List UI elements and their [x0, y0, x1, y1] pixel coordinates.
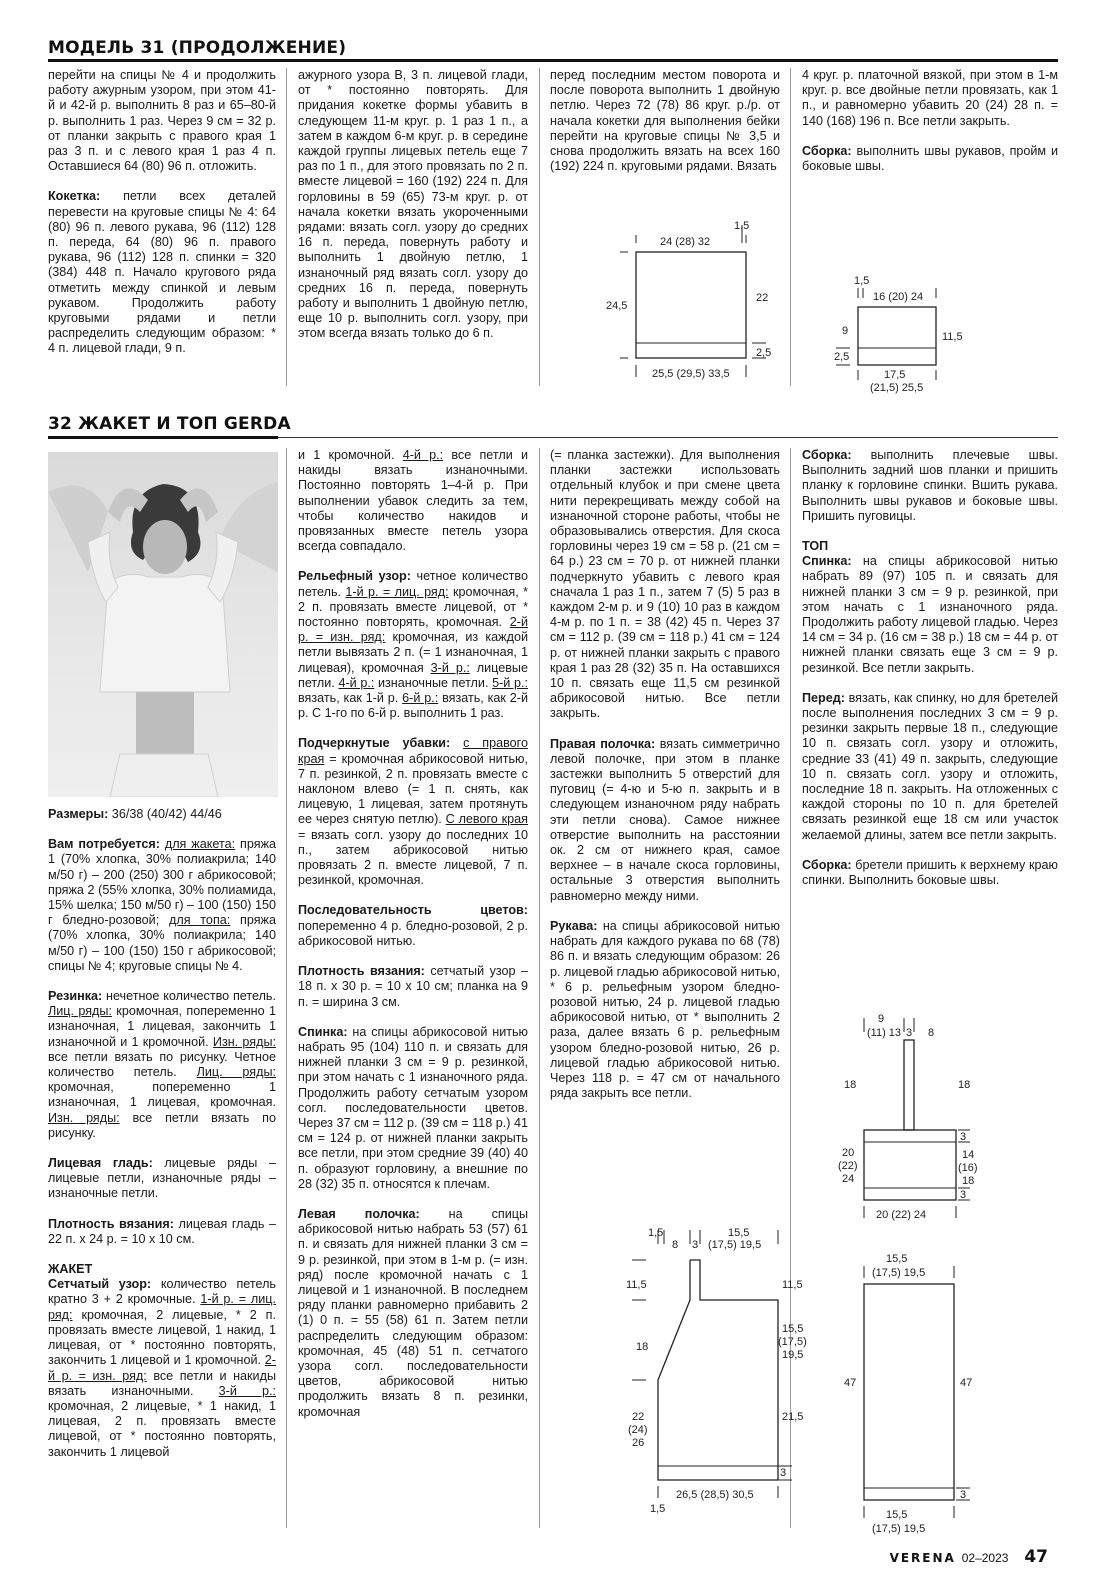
dim-label: 1,5 [734, 220, 750, 232]
model-photo [48, 452, 278, 797]
dim-label: 8 [672, 1239, 679, 1251]
section-title: 32 ЖАКЕТ И ТОП GERDA [48, 414, 291, 434]
dim-label: 47 [960, 1377, 973, 1389]
paragraph: Перед: вязать, как спинку, но для бретелей после выполнения последних 3 см = 9 р. резинки закрыть первые 18 п., следующие 10 п. связать согл. узору и отложить, средние 33 (41) 49 п. закрыть, следующие 10 п. связать согл. узору и отложить, последние 18 п. закрыть. На отложенных с каждой стороны по 10 п. для бретелей связать резинкой еще 18 см или участок желаемой длины, затем все петли закрыть. [802, 690, 1058, 842]
paragraph: Правая полочка: вязать симметрично левой полочке, при этом в планке застежки выполнить 5 отверстий для пуговиц (= 4-ю и 5-ю п. закрыть и в следующем изнаночном ряду набрать эти петли снова). Самое нижнее отверстие выполнить на расстоянии ок. 2 см от нижнего края, самое верхнее – в начале скоса горловины, остальные 3 отверстия выполнить равномерно между ними. [550, 736, 780, 903]
dim-label: 11,5 [782, 1279, 803, 1291]
dim-label: 3 [960, 1131, 967, 1143]
dim-label: 24 [842, 1173, 855, 1185]
page-number: 47 [1024, 1547, 1048, 1567]
dim-label: 26 [632, 1437, 645, 1449]
dim-label: 9 [842, 325, 849, 337]
dim-label: 1,5 [648, 1227, 664, 1239]
dim-label: 18 [958, 1079, 971, 1091]
paragraph: Сборка: выполнить швы рукавов, пройм и боковые швы. [802, 143, 1058, 174]
paragraph: Рукава: на спицы абрикосовой нитью набрать для каждого рукава по 68 (78) 86 п. и вязать следующим образом: 26 р. лицевой гладью абрикосовой нитью, * 6 р. рельефным узором бледно-розовой нитью, 24 р. лицевой гладью абрикосовой нитью, от * выполнить 2 раза, далее вязать 6 р. рельефным узором бледно-розовой нитью, 26 р. лицевой гладью абрикосовой нитью. Через 118 р. = 47 см от начального ряда закрыть все петли. [550, 918, 780, 1101]
dim-label: 2,5 [834, 351, 850, 363]
dim-label: (24) [628, 1424, 648, 1436]
pattern-diagram [820, 1250, 1020, 1540]
dim-label: 47 [844, 1377, 857, 1389]
dim-label: 1,5 [650, 1503, 666, 1515]
page-footer [890, 1547, 1048, 1567]
paragraph: 4 круг. р. платочной вязкой, при этом в 1-м круг. р. все двойные петли провязать, как 1 п., и равномерно убавить 20 (24) 28 п. = 140 (168) 196 п. Все петли закрыть. [802, 68, 1058, 128]
paragraph: перейти на спицы № 4 и продолжить работу ажурным узором, при этом 41-й и 42-й р. выполнить 8 раз и 65–80-й р. выполнить 1 раз. Через 9 см = 32 р. от планки закрыть с правого края 1 раз 3 п. и с левого края 1 раз 4 п. Оставшиеся 64 (80) 96 п. отложить. [48, 68, 276, 174]
section-title: МОДЕЛЬ 31 (ПРОДОЛЖЕНИЕ) [48, 38, 347, 58]
model-photo-illustration [48, 452, 278, 797]
dim-label: (17,5) 19,5 [872, 1523, 926, 1535]
paragraph: Левая полочка: на спицы абрикосовой нитью набрать 53 (57) 61 п. и связать для нижней планки 3 см = 9 р. резинкой, при этом в 1-м р. (= изн. ряд) после кромочной начать с 1 лицевой и 1 изнаночной. В последнем ряду планки равномерно прибавить 2 (1) 0 п. = 55 (58) 61 п. Затем петли распределить следующим образом: кромочная, 45 (48) 51 п. сетчатого узора согл. последовательности цветов, абрикосовой нитью продолжить вязать 8 п. резинки, кромочная [298, 1206, 528, 1419]
magazine-name: VERENA [889, 1551, 956, 1565]
paragraph: Резинка: нечетное количество петель. Лиц. ряды: кромочная, попеременно 1 изнаночная, 1 лицевая, закончить 1 изнаночной и 1 кромочной. Изн. ряды: все петли вязать по рисунку. Четное количество петель. Лиц. ряды: кромочная, попеременно 1 изнаночная, 1 лицевая, кромочная. Изн. ряды: все петли вязать по рисунку. [48, 989, 276, 1140]
dim-label: 11,5 [626, 1279, 647, 1291]
dim-label: (17,5) 19,5 [708, 1239, 762, 1251]
dim-label: 26,5 (28,5) 30,5 [676, 1489, 754, 1501]
pattern-piece [864, 1130, 956, 1200]
paragraph: Плотность вязания: лицевая гладь – 22 п. х 24 р. = 10 х 10 см. [48, 1216, 276, 1246]
paragraph: Последовательность цветов: попеременно 4 р. бледно-розовой, 2 р. абрикосовой нитью. [298, 903, 528, 948]
dim-label: (11) 13 [867, 1027, 902, 1039]
title-rule [48, 59, 1058, 62]
dim-label: 16 (20) 24 [873, 291, 924, 303]
text-column [802, 68, 1058, 208]
dim-label: (21,5) 25,5 [870, 382, 924, 394]
title-rule [48, 436, 278, 439]
text-column [298, 448, 528, 1528]
dim-label: 20 (22) 24 [876, 1209, 927, 1221]
dim-label: (22) [838, 1160, 858, 1172]
dim-label: 24 (28) 32 [660, 236, 711, 248]
column-divider [790, 68, 791, 386]
dim-label: 25,5 (29,5) 33,5 [652, 368, 730, 380]
dim-label: 18 [636, 1341, 649, 1353]
dim-label: 14 [962, 1149, 975, 1161]
paragraph: ЖАКЕТ Сетчатый узор: количество петель кратно 3 + 2 кромочные. 1-й р. = лиц. ряд: кромочная, 2 лицевые, * 2 п. провязать вместе лицевой, 1 накид, 1 лицевая, от * постоянно повторять, закончить 1 лицевой и 1 кромочной. 2-й р. = изн. ряд: все петли и накиды вязать изнаночными. 3-й р.: кромочная, 2 лицевые, * 1 накид, 1 лицевая, 2 п. провязать вместе лицевой, от * постоянно повторять, закончить 1 лицевой [48, 1262, 276, 1459]
dim-label: (16) [958, 1162, 978, 1174]
dim-label: 22 [632, 1411, 645, 1423]
paragraph: Кокетка: петли всех деталей перевести на круговые спицы № 4: 64 (80) 96 п. левого рукава, 96 (112) 128 п. переда, 64 (80) 96 п. правого рукава, 96 (112) 128 п. спинки = 320 (384) 448 п. Начало кругового ряда отметить между спинкой и левым рукавом. Продолжить работу круговыми рядами и петли распределить следующим образом: * 4 п. лицевой глади, 9 п. [48, 189, 276, 356]
issue-number: 02–2023 [961, 1551, 1009, 1565]
paragraph: (= планка застежки). Для выполнения планки застежки использовать отдельный клубок и при смене цвета нити перекрещивать между собой на изнаночной стороне работы, чтобы не образовывались отверстия. Для скоса горловины через 19 см = 58 р. (21 см = 64 р.) 23 см = 70 р. от нижней планки подчеркнуто убавить с левого края сначала 1 раз 1 п., затем 7 (5) 5 раз в каждом 2-м р. и 9 (10) 10 раз в каждом 4-м р. по 1 п. = 38 (42) 45 п. Через 37 см = 112 р. (39 см = 118 р.) 41 см = 124 р. от нижней планки закрыть с правого края 1 раз 28 (32) 35 п. На оставшихся 10 п. связать еще 11,5 см резинкой абрикосовой нитью. Все петли закрыть. [550, 448, 780, 721]
dim-label: 8 [928, 1027, 935, 1039]
dim-label: 1,5 [854, 275, 870, 287]
paragraph: ажурного узора B, 3 п. лицевой глади, от * постоянно повторять. Для придания кокетке формы убавить в следующем 11-м круг. р. 1 раз 1 п., а затем в каждом 6-м круг. р. в середине каждой группы лицевых петель еще 7 раз по 1 п., для этого провязать по 2 п. вместе лицевой = 160 (192) 224 п. Для горловины в 59 (65) 73-м круг. р. от начала кокетки вязать укороченными рядами: вязать согл. узору до средних 16 п. переда, повернуть работу и выполнить 1 двойную петлю, 1 изнаночный ряд вязать согл. узору до средних 16 п. переда, повернуть работу и выполнить 1 двойную петлю, еще 10 р. выполнить согл. узору, при этом всегда вязать только до 6 п. [298, 68, 528, 341]
pattern-diagram [590, 215, 790, 390]
dim-label: 11,5 [942, 331, 963, 343]
dim-label: 3 [692, 1239, 699, 1251]
paragraph: перед последним местом поворота и после поворота выполнить 1 двойную петлю. Через 72 (78) 86 круг. р./р. от начала кокетки для выполнения бейки перейти на круговые спицы № 3,5 и снова продолжить вязать на всех 160 (192) 224 п. круговыми рядами. Вязать [550, 68, 780, 174]
title-rule-thin [278, 437, 1058, 438]
text-column [550, 68, 780, 198]
column-divider [286, 68, 287, 386]
column-divider [286, 448, 287, 1528]
text-column [298, 68, 528, 388]
paragraph: Сборка: бретели пришить к верхнему краю спинки. Выполнить боковые швы. [802, 857, 1058, 888]
dim-label: 3 [960, 1489, 967, 1501]
pattern-diagram [830, 270, 980, 395]
dim-label: 3 [960, 1189, 967, 1201]
dim-label: 15,5 [886, 1253, 908, 1265]
dim-label: (17,5) [778, 1336, 807, 1348]
dim-label: 15,5 [886, 1509, 908, 1521]
dim-label: 15,5 [782, 1323, 804, 1335]
pattern-piece [658, 1260, 778, 1480]
dim-label: 22 [756, 292, 769, 304]
text-column [48, 807, 276, 1527]
paragraph: Вам потребуется: для жакета: пряжа 1 (70% хлопка, 30% полиакрила; 140 м/50 г) – 200 (250) 300 г абрикосовой; пряжа 2 (55% хлопка, 30% полиамида, 15% шелка; 150 м/50 г) – 100 (150) 150 г бледно-розовой; для топа: пряжа (70% хлопка, 30% полиакрила; 140 м/50 г) – 100 (150) 150 г абрикосовой; спицы № 4; круговые спицы № 4. [48, 837, 276, 973]
text-column [802, 448, 1058, 1008]
text-column [48, 68, 276, 388]
paragraph: и 1 кромочной. 4-й р.: все петли и накиды вязать изнаночными. Постоянно повторять 1–4-й р. При выполнении убавок следить за тем, чтобы количество накидов и провязанных вместе петель узора всегда совпадало. [298, 448, 528, 554]
paragraph: Размеры: 36/38 (40/42) 44/46 [48, 807, 222, 821]
dim-label: 3 [906, 1027, 913, 1039]
text-column [550, 448, 780, 1188]
dim-label: 18 [962, 1175, 975, 1187]
strap-outline [904, 1040, 914, 1130]
dim-label: 18 [844, 1079, 857, 1091]
dim-label: 19,5 [782, 1349, 804, 1361]
pattern-diagram [610, 1222, 810, 1522]
paragraph: Плотность вязания: сетчатый узор – 18 п. х 30 р. = 10 х 10 см; планка на 9 п. = ширина 3 см. [298, 964, 528, 1009]
column-divider [539, 68, 540, 386]
dim-label: 20 [842, 1147, 855, 1159]
dim-label: 24,5 [606, 300, 628, 312]
paragraph: ТОП Спинка: на спицы абрикосовой нитью набрать 89 (97) 105 п. и связать для нижней планки 3 см = 9 р. резинкой, при этом начать с 1 изнаночного ряда. Продолжить работу лицевой гладью. Через 14 см = 34 р. (16 см = 38 р.) 18 см = 44 р. от нижней планки связать еще 3 см = 9 р. резинкой. Все петли закрыть. [802, 539, 1058, 675]
paragraph: Спинка: на спицы абрикосовой нитью набрать 95 (104) 110 п. и связать для нижней планки 3 см = 9 р. резинкой, при этом начать с 1 изнаночного ряда. Продолжить работу сетчатым узором согл. последовательности цветов. Через 37 см = 112 р. (39 см = 118 р.) 41 см = 124 р. от нижней планки закрыть все петли, при этом средние 39 (40) 40 п. образуют горловину, а внешние по 28 (32) 35 п. относятся к плечам. [298, 1024, 528, 1191]
dim-label: 21,5 [782, 1411, 804, 1423]
dim-label: 3 [780, 1467, 787, 1479]
dim-label: 17,5 [884, 369, 906, 381]
dim-label: 2,5 [756, 347, 772, 359]
pattern-diagram [820, 1010, 1020, 1235]
pattern-piece [858, 307, 936, 365]
paragraph: Рельефный узор: четное количество петель. 1-й р. = лиц. ряд: кромочная, * 2 п. провязать вместе лицевой, от * постоянно повторять, кромочная. 2-й р. = изн. ряд: кромочная, из каждой петли вывязать 2 п. (= 1 изнаночная, 1 лицевая), кромочная 3-й р.: лицевые петли. 4-й р.: изнаночные петли. 5-й р.: вязать, как 1-й р. 6-й р.: вязать, как 2-й р. С 1-го по 6-й р. выполнить 1 раз. [298, 569, 528, 721]
dim-label: (17,5) 19,5 [872, 1267, 926, 1279]
paragraph: Сборка: выполнить плечевые швы. Выполнить задний шов планки и пришить планку к горловине спинки. Вшить рукава. Выполнить швы рукавов и боковые швы. Пришить пуговицы. [802, 448, 1058, 523]
pattern-piece [864, 1284, 954, 1500]
dim-label: 9 [878, 1013, 885, 1025]
paragraph: Подчеркнутые убавки: с правого края = кромочная абрикосовой нитью, 7 п. резинкой, 2 п. провязать вместе с наклоном влево (= 1 п. снять, как лицевую, 1 лицевая, затем протянуть ее через снятую петлю). С левого края = вязать согл. узору до последних 10 п., затем абрикосовой нитью провязать 2 п. вместе лицевой, 7 п. резинкой, кромочная. [298, 736, 528, 888]
dim-label: 15,5 [728, 1227, 750, 1239]
pattern-piece [636, 252, 746, 358]
paragraph: Лицевая гладь: лицевые ряды – лицевые петли, изнаночные ряды – изнаночные петли. [48, 1156, 276, 1201]
column-divider [539, 448, 540, 1528]
